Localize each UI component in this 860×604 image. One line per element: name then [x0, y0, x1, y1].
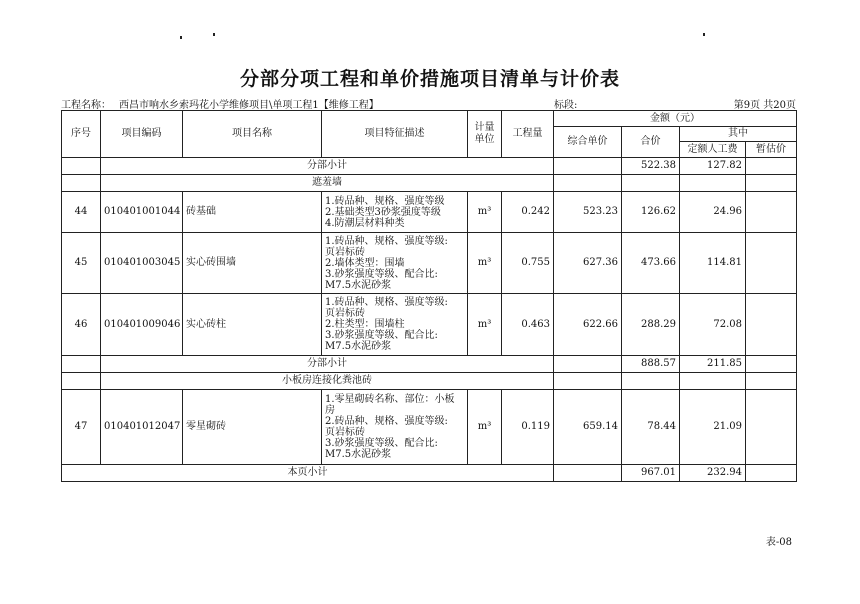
cell-code: 010401012047 — [101, 390, 183, 465]
desc-line: 1.零星砌砖名称、部位：小板 — [325, 394, 455, 405]
cell-qty: 0.242 — [502, 192, 554, 233]
subtotal-label: 分部小计 — [101, 356, 554, 373]
group-title: 遮羞墙 — [101, 175, 554, 192]
subtotal-labor: 127.82 — [680, 158, 746, 175]
group-row — [62, 175, 797, 192]
group-title: 小板房连接化粪池砖 — [101, 373, 554, 390]
desc-line: 1.砖品种、规格、强度等级: — [325, 235, 448, 247]
cell-labor: 24.96 — [680, 192, 746, 233]
cell-code: 010401003045 — [101, 233, 183, 294]
desc-line: 3.砂浆强度等级、配合比: — [325, 438, 438, 449]
cell-seq: 47 — [62, 390, 101, 465]
cell-provisional — [746, 294, 797, 356]
header-provisional: 暂估价 — [746, 142, 797, 158]
cell-code: 010401001044 — [101, 192, 183, 233]
cell-qty: 0.755 — [502, 233, 554, 294]
table-row — [62, 233, 797, 294]
cell-provisional — [746, 233, 797, 294]
cell-labor: 72.08 — [680, 294, 746, 356]
desc-line: 2.砖品种、规格、强度等级: — [325, 416, 448, 427]
cell-provisional — [746, 390, 797, 465]
cell-unit: m³ — [468, 192, 502, 233]
header-labor: 定额人工费 — [680, 142, 746, 158]
cell-name: 实心砖柱 — [183, 294, 322, 356]
header-seq: 序号 — [62, 111, 101, 158]
subtotal-row — [62, 158, 797, 175]
header-unit-price: 综合单价 — [554, 127, 622, 158]
header-desc: 项目特征描述 — [322, 111, 468, 158]
page-subtotal-total: 967.01 — [622, 465, 680, 482]
cell-unit-price: 659.14 — [554, 390, 622, 465]
scan-speck — [180, 36, 182, 39]
page-subtotal-label: 本页小计 — [62, 465, 554, 482]
cell-total: 78.44 — [622, 390, 680, 465]
section-label: 标段: — [554, 100, 578, 111]
subtotal-label: 分部小计 — [101, 158, 554, 175]
desc-line: 房 — [325, 405, 335, 416]
project-name: 西昌市响水乡索玛花小学维修项目\单项工程1【维修工程】 — [119, 100, 379, 111]
header-name: 项目名称 — [183, 111, 322, 158]
cell-unit: m³ — [468, 233, 502, 294]
cell-unit-price: 523.23 — [554, 192, 622, 233]
form-number: 表-08 — [765, 537, 792, 548]
desc-line: 3.砂浆强度等级、配合比: — [325, 330, 438, 341]
cell-unit-price: 627.36 — [554, 233, 622, 294]
header-amount: 金额（元） — [554, 111, 797, 127]
desc-line: 页岩标砖 — [325, 308, 365, 319]
project-label: 工程名称： — [61, 100, 111, 111]
header-of-which: 其中 — [680, 127, 797, 142]
group-row — [62, 373, 797, 390]
subtotal-row — [62, 356, 797, 373]
desc-line: M7.5水泥砂浆 — [325, 449, 392, 460]
document-title: 分部分项工程和单价措施项目清单与计价表 — [239, 68, 620, 90]
desc-line: 4.防潮层材料种类 — [325, 217, 405, 229]
table-row — [62, 192, 797, 233]
header-unit: 计量单位 — [468, 111, 502, 158]
cell-code: 010401009046 — [101, 294, 183, 356]
desc-line: 页岩标砖 — [325, 246, 365, 258]
bill-table — [61, 110, 797, 482]
subtotal-total: 522.38 — [622, 158, 680, 175]
header-total: 合价 — [622, 127, 680, 158]
page-subtotal-labor: 232.94 — [680, 465, 746, 482]
desc-line: 1.砖品种、规格、强度等级 — [325, 195, 445, 207]
cell-seq: 45 — [62, 233, 101, 294]
scan-speck — [703, 33, 705, 36]
cell-seq: 46 — [62, 294, 101, 356]
cell-desc — [322, 233, 468, 294]
desc-line: M7.5水泥砂浆 — [325, 341, 392, 352]
cell-total: 288.29 — [622, 294, 680, 356]
page-info: 第9页 共20页 — [733, 100, 796, 111]
cell-name: 零星砌砖 — [183, 390, 322, 465]
cell-name: 砖基础 — [183, 192, 322, 233]
cell-desc — [322, 390, 468, 465]
cell-labor: 114.81 — [680, 233, 746, 294]
subtotal-labor: 211.85 — [680, 356, 746, 373]
cell-unit-price: 622.66 — [554, 294, 622, 356]
table-row — [62, 294, 797, 356]
cell-unit: m³ — [468, 390, 502, 465]
desc-line: 页岩标砖 — [325, 427, 365, 438]
cell-desc — [322, 192, 468, 233]
cell-provisional — [746, 192, 797, 233]
header-code: 项目编码 — [101, 111, 183, 158]
cell-qty: 0.119 — [502, 390, 554, 465]
cell-name: 实心砖围墙 — [183, 233, 322, 294]
page-subtotal-row — [62, 465, 797, 482]
cell-labor: 21.09 — [680, 390, 746, 465]
desc-line: 2.柱类型：围墙柱 — [325, 319, 405, 330]
cell-total: 473.66 — [622, 233, 680, 294]
table-row — [62, 390, 797, 465]
meta-row — [61, 96, 796, 110]
desc-line: 3.砂浆强度等级、配合比: — [325, 268, 438, 280]
desc-line: 1.砖品种、规格、强度等级: — [325, 297, 448, 308]
header-qty: 工程量 — [502, 111, 554, 158]
desc-line: M7.5水泥砂浆 — [325, 279, 392, 291]
scan-speck — [213, 33, 215, 36]
subtotal-total: 888.57 — [622, 356, 680, 373]
cell-desc — [322, 294, 468, 356]
cell-seq: 44 — [62, 192, 101, 233]
desc-line: 2.基础类型3砂浆强度等级 — [325, 206, 441, 218]
desc-line: 2.墙体类型：围墙 — [325, 257, 405, 269]
cell-total: 126.62 — [622, 192, 680, 233]
cell-qty: 0.463 — [502, 294, 554, 356]
cell-unit: m³ — [468, 294, 502, 356]
